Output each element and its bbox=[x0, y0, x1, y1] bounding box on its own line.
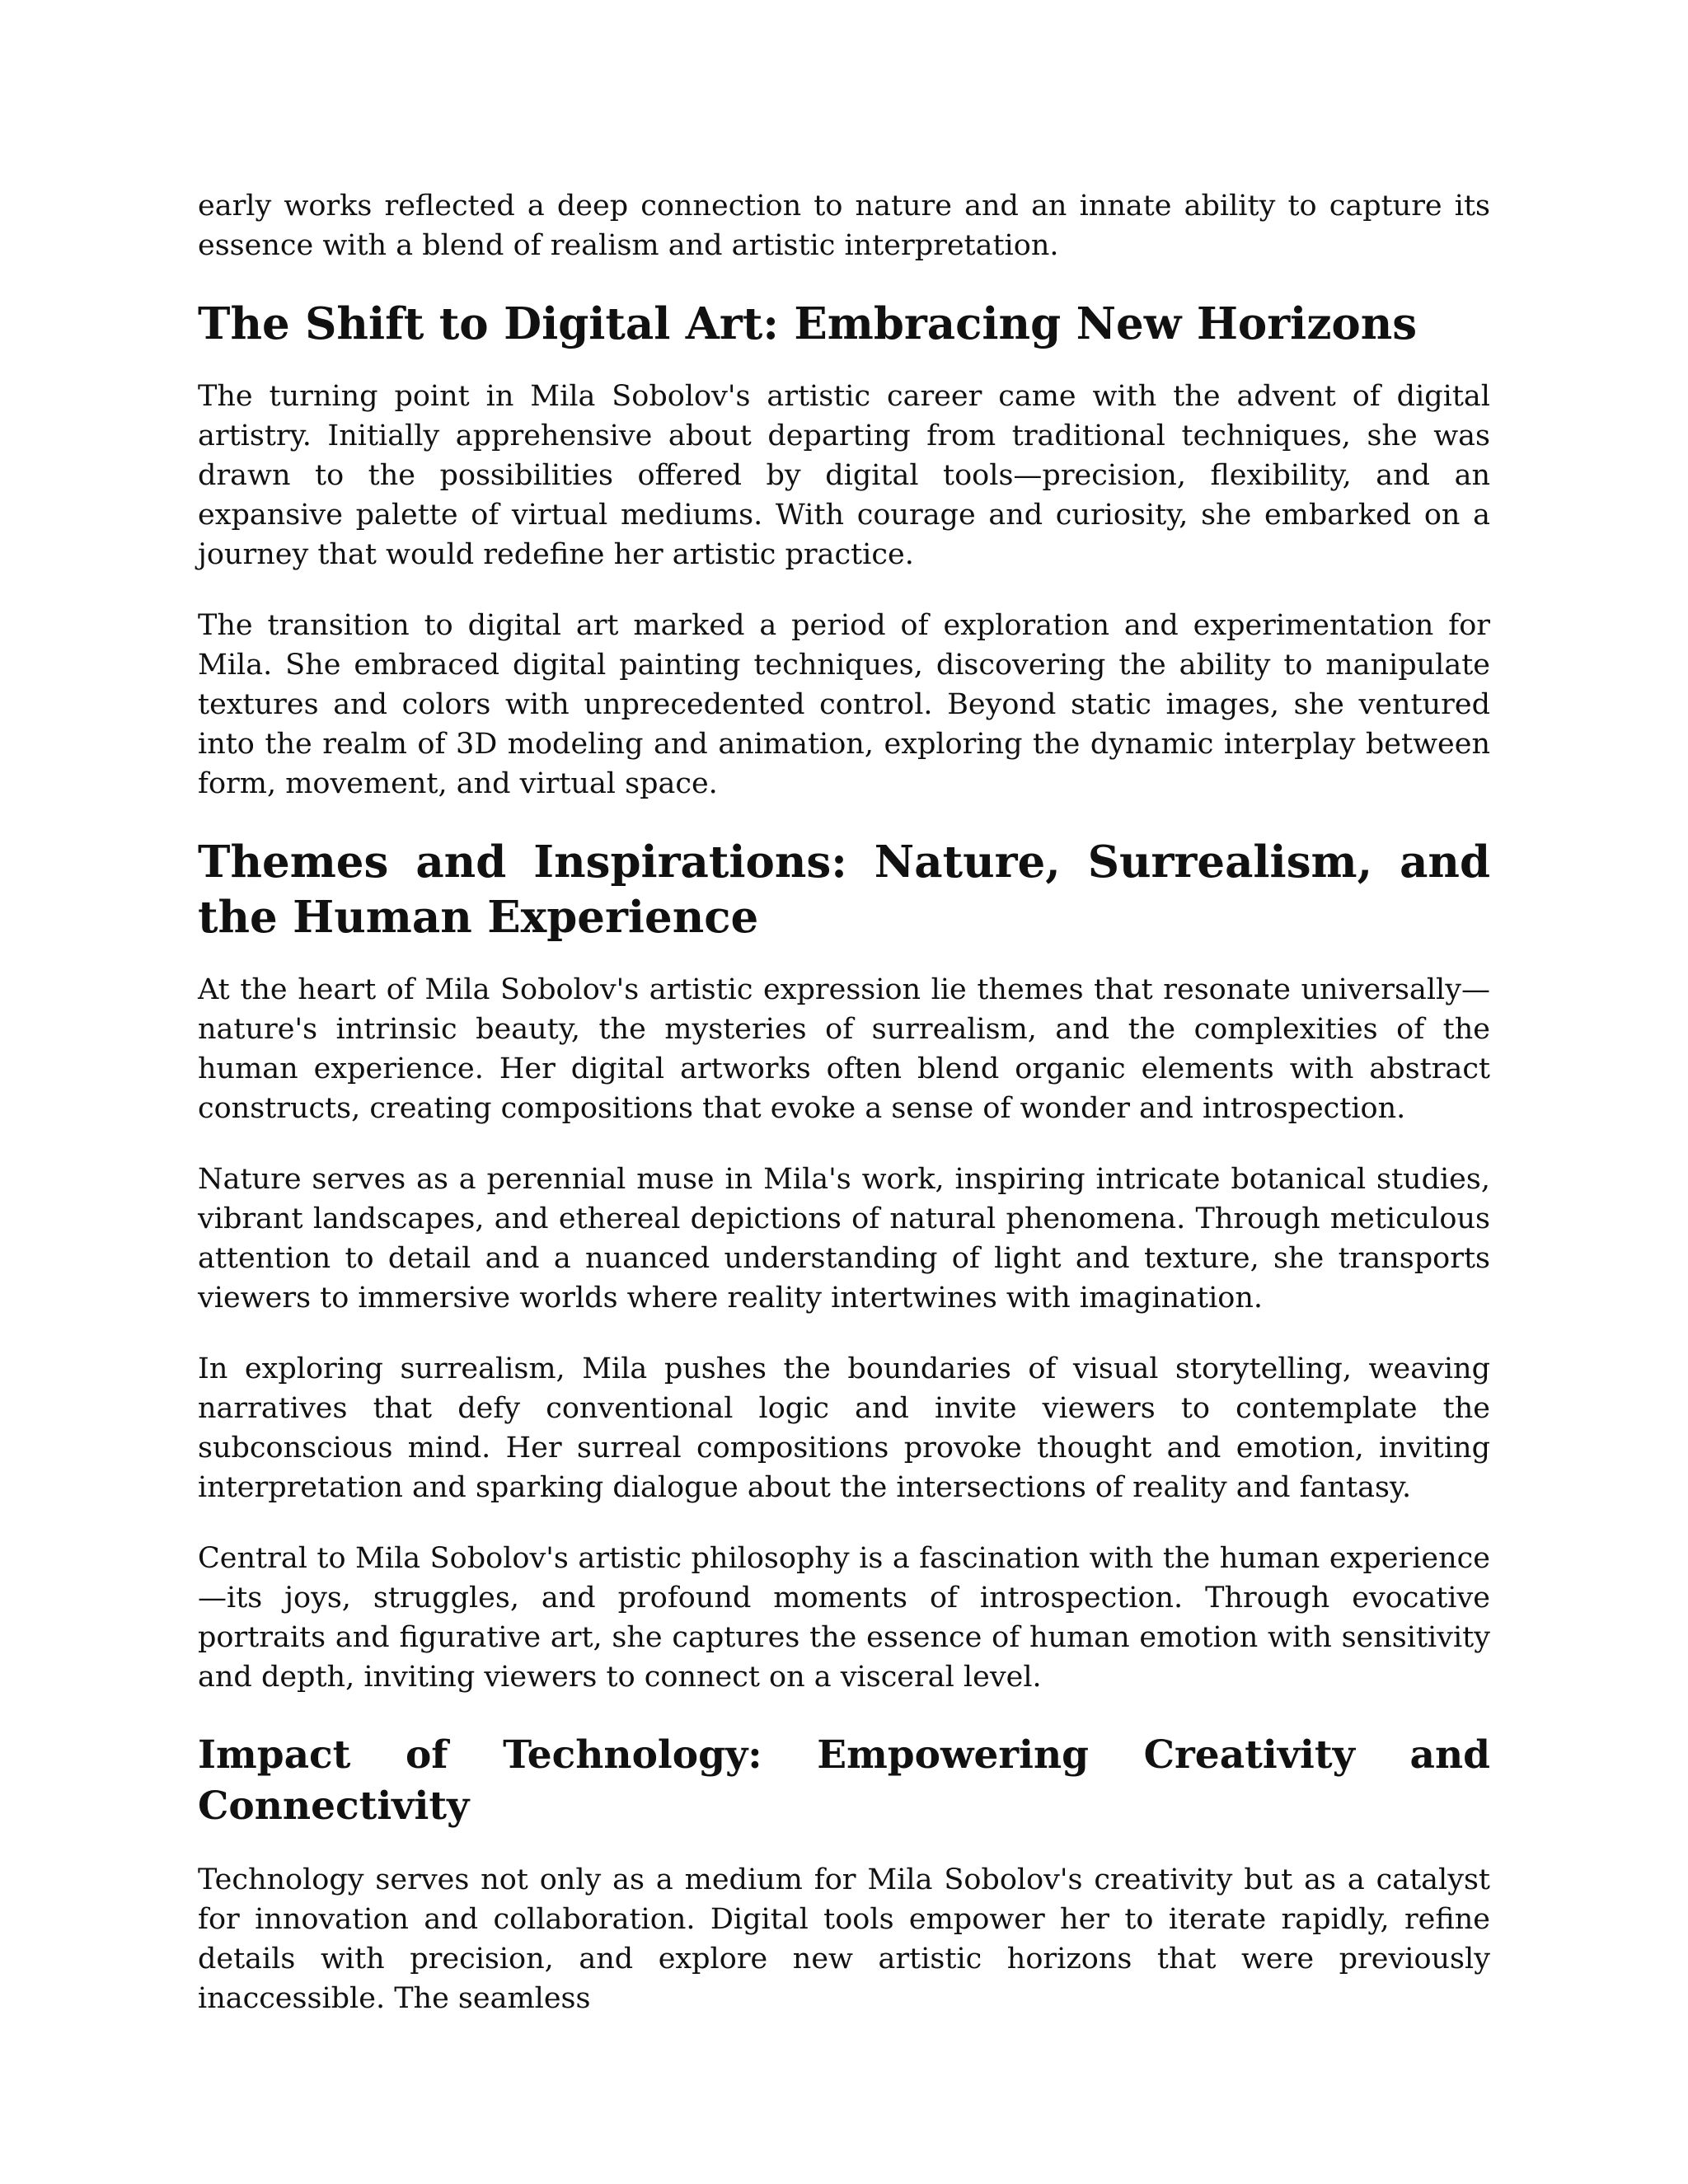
paragraph-intro: early works reflected a deep connection to nature and an innate ability to capture its essence with a blend of realism and artistic interpretation. bbox=[198, 190, 1490, 262]
paragraph-technology-1: Technology serves not only as a medium for Mila Sobolov's creativity but as a catalyst for innovation and collaboration. Digital tools empower her to iterate rapidly, refine details with precision, and explore new artistic horizons that were previously inaccessible. The seamless bbox=[198, 1863, 1490, 2015]
paragraph-themes-2: Nature serves as a perennial muse in Mila's work, inspiring intricate botanical studies, vibrant landscapes, and ethereal depictions of natural phenomena. Through meticulous attention to detail and a nuanced understanding of light and texture, she transports viewers to immersive worlds where reality intertwines with imagination. bbox=[198, 1163, 1490, 1315]
paragraph-themes-3: In exploring surrealism, Mila pushes the boundaries of visual storytelling, weaving narratives that defy conventional logic and invite viewers to contemplate the subconscious mind. Her surreal compositions provoke thought and emotion, inviting interpretation and sparking dialogue about the intersections of reality and fantasy. bbox=[198, 1352, 1490, 1504]
paragraph-digital-1: The turning point in Mila Sobolov's artistic career came with the advent of digital artistry. Initially apprehensive about departing from traditional techniques, she was drawn to the possibilities offered by digital tools—precision, flexibility, and an expansive palette of virtual mediums. With courage and curiosity, she embarked on a journey that would redefine her artistic practice. bbox=[198, 380, 1490, 571]
heading-themes: Themes and Inspirations: Nature, Surrealism, and the Human Experience bbox=[198, 837, 1490, 943]
heading-technology: Impact of Technology: Empowering Creativity and Connectivity bbox=[198, 1732, 1490, 1829]
heading-digital-art: The Shift to Digital Art: Embracing New Horizons bbox=[198, 298, 1418, 349]
paragraph-themes-1: At the heart of Mila Sobolov's artistic expression lie themes that resonate universally—nature's intrinsic beauty, the mysteries of surrealism, and the complexities of the human experience. Her digital artworks often blend organic elements with abstract constructs, creating compositions that evoke a sense of wonder and introspection. bbox=[198, 973, 1490, 1125]
paragraph-themes-4: Central to Mila Sobolov's artistic philosophy is a fascination with the human experience—its joys, struggles, and profound moments of introspection. Through evocative portraits and figurative art, she captures the essence of human emotion with sensitivity and depth, inviting viewers to connect on a visceral level. bbox=[198, 1542, 1490, 1694]
paragraph-digital-2: The transition to digital art marked a period of exploration and experimentation for Mila. She embraced digital painting techniques, discovering the ability to manipulate textures and colors with unprecedented control. Beyond static images, she ventured into the realm of 3D modeling and animation, exploring the dynamic interplay between form, movement, and virtual space. bbox=[198, 609, 1490, 800]
document-body bbox=[198, 186, 1490, 2050]
